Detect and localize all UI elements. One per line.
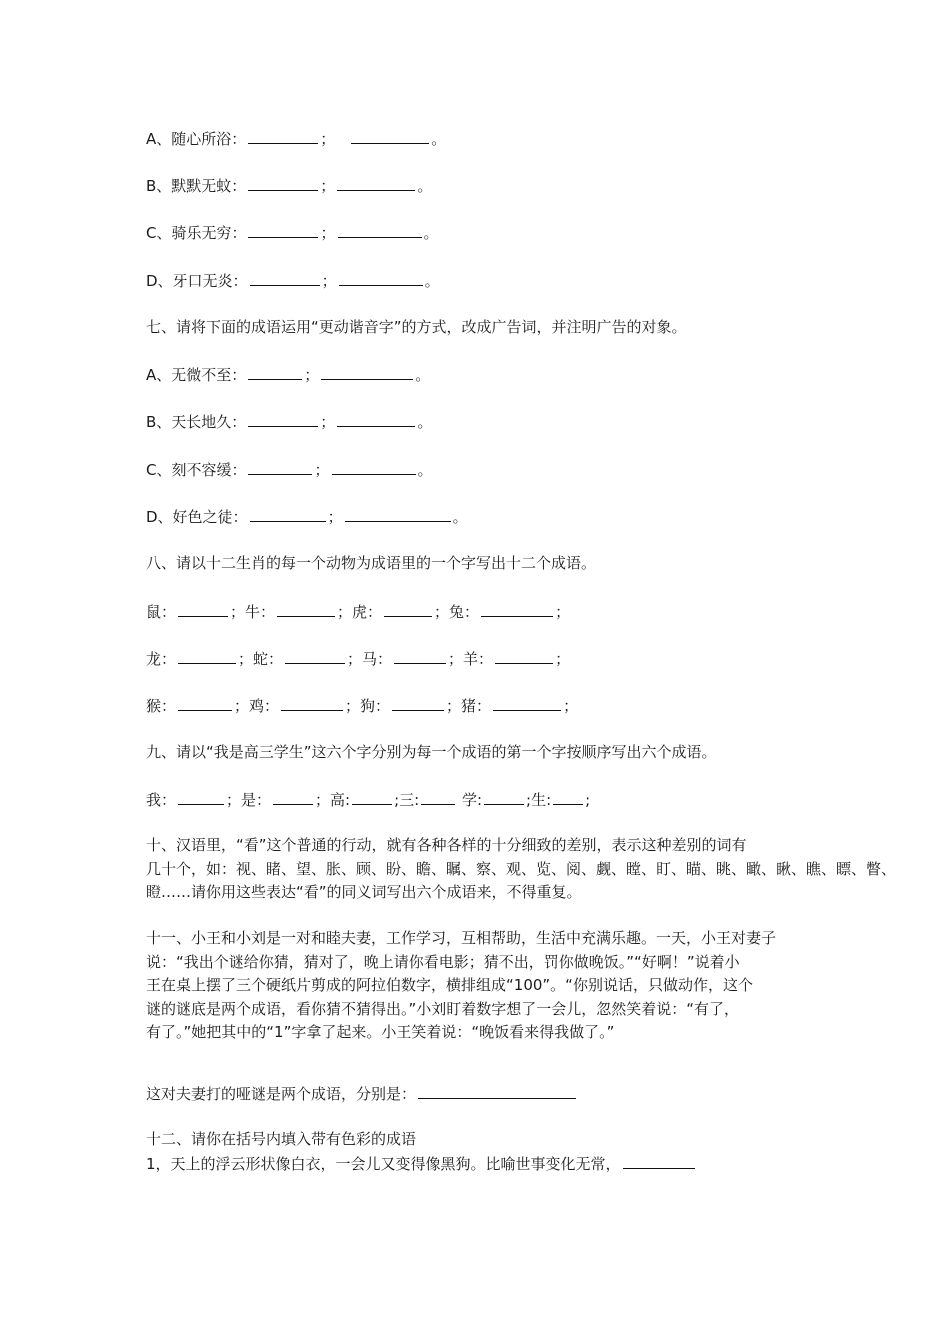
answer-blank[interactable] [248, 411, 318, 427]
line-text: ； [320, 130, 336, 148]
line-text: 九、请以“我是高三学生”这六个字分别为每一个成语的第一个字按顺序写出六个成语。 [146, 743, 717, 761]
line-text: 七、请将下面的成语运用“更动谐音字”的方式，改成广告词，并注明广告的对象。 [146, 318, 687, 336]
line-text: ；牛： [230, 603, 276, 621]
line-text: 。 [424, 272, 440, 290]
line-text: ; [585, 791, 591, 809]
item-b-tianchangdijiu [146, 411, 432, 432]
answer-blank[interactable] [351, 128, 429, 144]
answer-blank[interactable] [394, 648, 446, 664]
answer-blank[interactable] [321, 364, 413, 380]
paragraph-line: 几十个，如：视、睹、望、胀、顾、盼、瞻、瞩、察、观、览、阅、觑、瞠、盯、瞄、眺、瞰、瞅、瞧、瞟、瞥、 [146, 859, 897, 878]
line-text: A、无微不至： [146, 366, 247, 384]
answer-blank[interactable] [250, 270, 320, 286]
answer-blank[interactable] [178, 601, 228, 617]
item-d-haosezhitu [146, 506, 468, 527]
line-text: D、好色之徒： [146, 508, 248, 526]
line-text: ;三: [394, 791, 420, 809]
paragraph-line: 有了。”她把其中的“1”字拿了起来。小王笑着说：“晚饭看来得我做了。” [146, 1023, 615, 1041]
line-text: 鼠： [146, 603, 177, 621]
section-7-heading [146, 317, 687, 337]
answer-blank[interactable] [281, 695, 343, 711]
paragraph-line: 谜的谜底是两个成语，看你猜不猜得出。”小刘盯着数字想了一会儿，忽然笑着说：“有了， [146, 999, 740, 1018]
line-text: 。 [417, 413, 433, 431]
answer-blank[interactable] [484, 789, 524, 805]
item-c-qilewuqiong [146, 222, 439, 243]
line-text: 。 [417, 461, 433, 479]
line-text: ；兔： [434, 603, 480, 621]
line-text: 。 [415, 366, 431, 384]
line-text: ； [320, 413, 336, 431]
answer-blank[interactable] [178, 648, 236, 664]
section-9-answers [146, 789, 590, 810]
line-text: 。 [423, 224, 439, 242]
line-text: 龙： [146, 650, 177, 668]
line-text: ；狗： [345, 697, 391, 715]
line-text: 。 [452, 508, 468, 526]
line-text: A、随心所浴： [146, 130, 247, 148]
line-text: B、默默无蚊： [146, 177, 247, 195]
line-text: ;生: [526, 791, 552, 809]
answer-blank[interactable] [178, 789, 224, 805]
line-text: ；是： [226, 791, 272, 809]
answer-blank[interactable] [384, 601, 432, 617]
section-10-paragraph [146, 834, 897, 905]
answer-blank[interactable] [392, 695, 444, 711]
answer-blank[interactable] [338, 222, 422, 238]
zodiac-row-1 [146, 601, 570, 622]
line-text: ；马： [347, 650, 393, 668]
answer-blank[interactable] [248, 459, 312, 475]
line-text: ； [304, 366, 320, 384]
line-text: ；蛇： [238, 650, 284, 668]
section-9-heading [146, 742, 717, 762]
paragraph-line: 十一、小王和小刘是一对和睦夫妻，工作学习，互相帮助，生活中充满乐趣。一天，小王对妻子 [146, 929, 777, 947]
line-text: ； [555, 650, 571, 668]
zodiac-row-3 [146, 695, 578, 716]
line-text: ； [563, 697, 579, 715]
line-text: 八、请以十二生肖的每一个动物为成语里的一个字写出十二个成语。 [146, 554, 597, 572]
line-text: ； [555, 603, 571, 621]
line-text: 。 [431, 130, 447, 148]
answer-blank[interactable] [493, 695, 561, 711]
section-12-title: 十二、请你在括号内填入带有色彩的成语 [146, 1130, 417, 1148]
answer-blank[interactable] [332, 459, 416, 475]
line-text: 我： [146, 791, 177, 809]
answer-blank[interactable] [178, 695, 232, 711]
item-a-wuweibuzhi [146, 364, 430, 385]
answer-blank[interactable] [337, 175, 415, 191]
line-text: ；虎： [337, 603, 383, 621]
answer-blank[interactable] [553, 789, 583, 805]
paragraph-line: 瞪……请你用这些表达“看”的同义词写出六个成语来，不得重复。 [146, 883, 582, 901]
line-text: C、骑乐无穷： [146, 224, 247, 242]
answer-blank[interactable] [337, 411, 415, 427]
answer-blank[interactable] [623, 1153, 695, 1169]
paragraph-line: 十、汉语里，“看”这个普通的行动，就有各种各样的十分细致的差别，表示这种差别的词有 [146, 836, 747, 854]
line-text: ； [320, 224, 336, 242]
line-text: ；高: [315, 791, 351, 809]
answer-blank[interactable] [421, 789, 455, 805]
answer-blank[interactable] [273, 789, 313, 805]
line-text: D、牙口无炎： [146, 272, 248, 290]
line-text: ；猪： [446, 697, 492, 715]
item-d-yakouwuyan [146, 270, 440, 291]
zodiac-row-2 [146, 648, 570, 669]
item-b-momowuwen [146, 175, 432, 196]
line-text: 学: [457, 791, 483, 809]
line-text: ； [327, 508, 343, 526]
riddle-answer-prompt [146, 1083, 578, 1104]
answer-blank[interactable] [248, 175, 318, 191]
answer-blank[interactable] [481, 601, 553, 617]
answer-blank[interactable] [418, 1083, 576, 1099]
line-text: ；羊： [448, 650, 494, 668]
section-11-paragraph [146, 927, 816, 1045]
line-text: ；鸡： [234, 697, 280, 715]
line-text: ； [314, 461, 330, 479]
paragraph-line: 王在桌上摆了三个硬纸片剪成的阿拉伯数字，横排组成“100”。“你别说话，只做动作，这个 [146, 976, 753, 994]
answer-blank[interactable] [285, 648, 345, 664]
paragraph-line: 说：“我出个谜给你猜，猜对了，晚上请你看电影；猜不出，罚你做晚饭。”“好啊！”说着小 [146, 952, 740, 971]
answer-blank[interactable] [339, 270, 423, 286]
item-a-suixinsuoyu [146, 128, 446, 149]
line-text: 。 [417, 177, 433, 195]
question-1-text: 1，天上的浮云形状像白衣，一会儿又变得像黑狗。比喻世事变化无常， [146, 1155, 621, 1173]
answer-blank[interactable] [277, 601, 335, 617]
answer-blank[interactable] [250, 506, 326, 522]
section-12-heading [146, 1129, 416, 1149]
item-c-kebureonghuan [146, 459, 433, 480]
section-12-question-1 [146, 1153, 697, 1174]
line-text: C、刻不容缓： [146, 461, 247, 479]
section-8-heading [146, 553, 596, 573]
riddle-answer-text: 这对夫妻打的哑谜是两个成语，分别是： [146, 1085, 417, 1103]
line-text: ； [321, 272, 337, 290]
answer-blank[interactable] [345, 506, 451, 522]
line-text: 猴： [146, 697, 177, 715]
line-text: ； [320, 177, 336, 195]
answer-blank[interactable] [248, 364, 302, 380]
answer-blank[interactable] [352, 789, 392, 805]
answer-blank[interactable] [495, 648, 553, 664]
answer-blank[interactable] [248, 222, 318, 238]
answer-blank[interactable] [248, 128, 318, 144]
line-text: B、天长地久： [146, 413, 247, 431]
